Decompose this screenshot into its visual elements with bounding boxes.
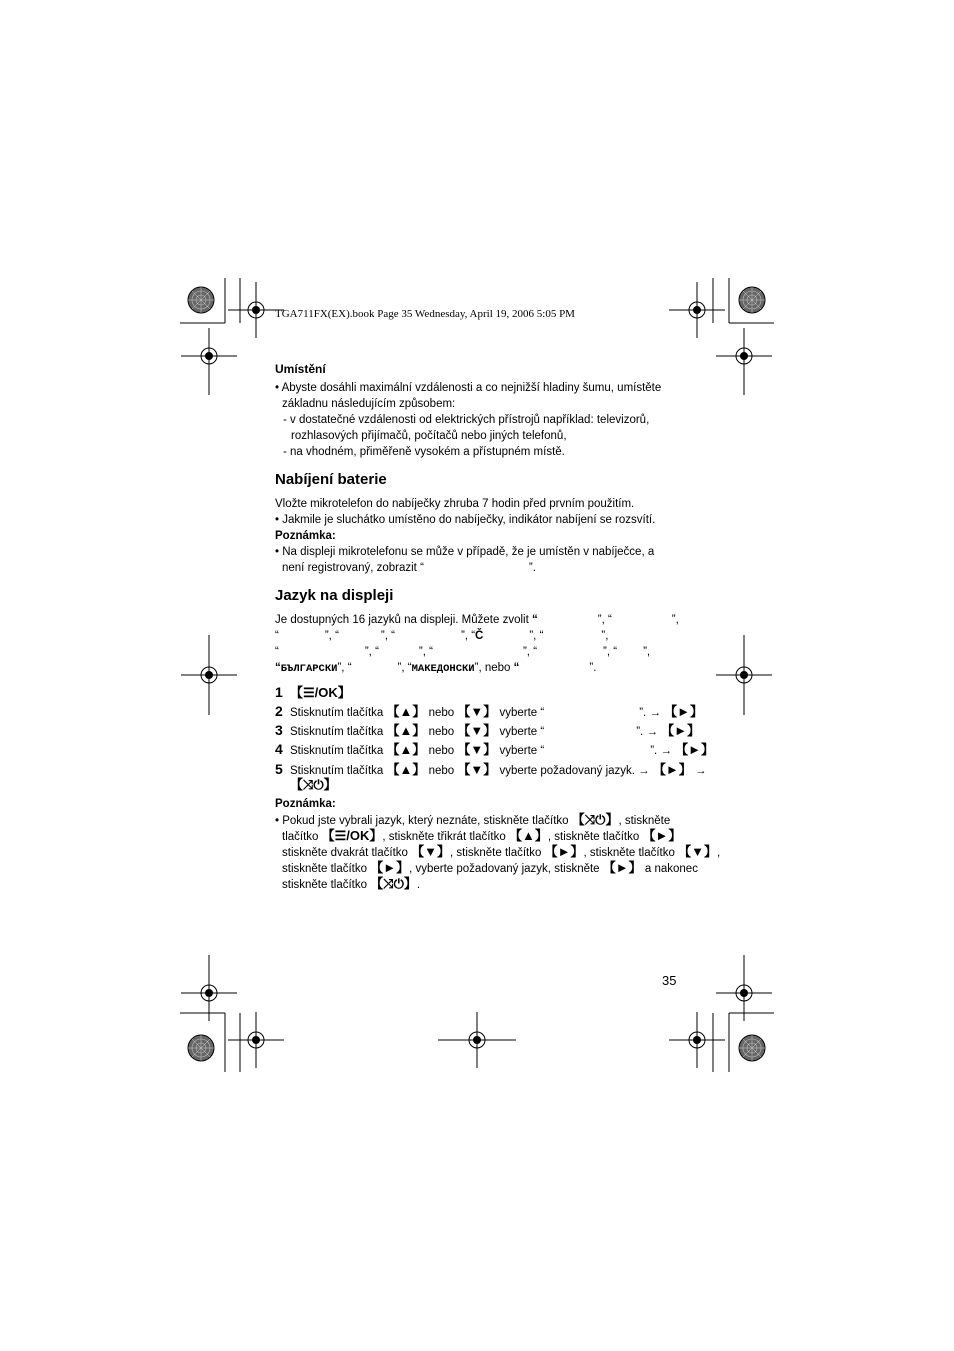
note2-label: Poznámka: xyxy=(275,798,336,810)
language-intro-line2: “ ”, “ ”, “ ”, “Č ”, “ ”, xyxy=(275,630,609,642)
charging-line1: Vložte mikrotelefon do nabíječky zhruba 7 hodin před prvním použitím. xyxy=(275,498,635,510)
menu-ok-key: 【☰/OK】 xyxy=(290,685,351,700)
step-5-off-key: 【⤨⏻】 xyxy=(290,777,337,792)
placement-dash1-line2: rozhlasových přijímačů, počítačů nebo jiných telefonů, xyxy=(291,430,567,442)
language-intro-line3: “ ”, “ ”, “ ”, “ ”, “ ”, xyxy=(275,646,651,658)
charging-note-line2: není registrovaný, zobrazit “ ”. xyxy=(282,562,536,574)
placement-heading: Umístění xyxy=(275,362,326,376)
placement-dash1-line1: - v dostatečné vzdálenosti od elektrických přístrojů například: televizorů, xyxy=(283,414,650,426)
book-file-info: TGA711FX(EX).book Page 35 Wednesday, April 19, 2006 5:05 PM xyxy=(275,308,575,320)
note2-line5: stiskněte tlačítko 【⤨⏻】. xyxy=(282,876,421,891)
placement-bullet1-line2: základnu následujícím způsobem: xyxy=(282,398,456,410)
placement-dash2: - na vhodném, přiměřeně vysokém a přístupném místě. xyxy=(283,446,565,458)
step-4: 4 Stisknutím tlačítka 【▲】 nebo 【▼】 vyberte “ ”. → 【►】 xyxy=(275,741,715,757)
step-5: 5 Stisknutím tlačítka 【▲】 nebo 【▼】 vyberte požadovaný jazyk. → 【►】 → xyxy=(275,761,707,777)
step-3: 3 Stisknutím tlačítka 【▲】 nebo 【▼】 vyberte “ ”. → 【►】 xyxy=(275,722,701,738)
charging-heading: Nabíjení baterie xyxy=(275,471,387,488)
language-heading: Jazyk na displeji xyxy=(275,587,394,604)
language-intro-line1: Je dostupných 16 jazyků na displeji. Můžete zvolit “ ”, “ ”, xyxy=(275,614,679,626)
step-2: 2 Stisknutím tlačítka 【▲】 nebo 【▼】 vyberte “ ”. → 【►】 xyxy=(275,703,704,719)
page-number: 35 xyxy=(662,973,677,988)
charging-note-label: Poznámka: xyxy=(275,530,336,542)
charging-note-line1: • Na displeji mikrotelefonu se může v případě, že je umístěn v nabíječce, a xyxy=(275,546,655,558)
charging-bullet1: • Jakmile je sluchátko umístěno do nabíječky, indikátor nabíjení se rozsvítí. xyxy=(275,514,656,526)
language-intro-line4: “БЪЛГАРСКИ”, “ ”, “МАКЕДОНСКИ”, nebo “ ”. xyxy=(275,662,597,675)
note2-line3: stiskněte dvakrát tlačítko 【▼】, stiskněte tlačítko 【►】, stiskněte tlačítko 【▼】, xyxy=(282,844,721,859)
step-1: 1 【☰/OK】 xyxy=(275,684,351,700)
note2-line4: stiskněte tlačítko 【►】, vyberte požadovaný jazyk, stiskněte 【►】 a nakonec xyxy=(282,860,698,875)
placement-bullet1-line1: • Abyste dosáhli maximální vzdálenosti a co nejnižší hladiny šumu, umístěte xyxy=(275,382,662,394)
note2-line2: tlačítko 【☰/OK】, stiskněte třikrát tlačítko 【▲】, stiskněte tlačítko 【►】 xyxy=(282,828,682,843)
note2-line1: • Pokud jste vybrali jazyk, který neznáte, stiskněte tlačítko 【⤨⏻】, stiskněte xyxy=(275,812,671,827)
